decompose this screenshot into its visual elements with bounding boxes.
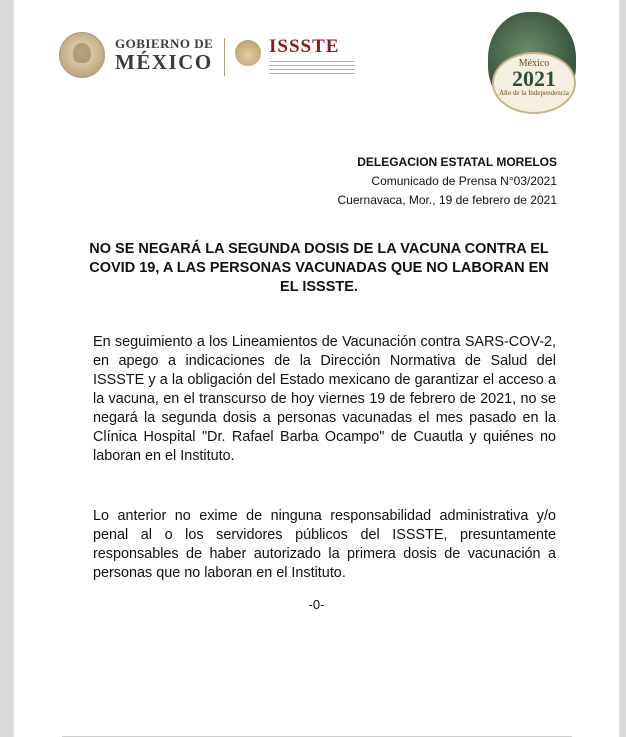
national-seal-icon (59, 32, 105, 78)
mexico-2021-logo (486, 6, 578, 118)
body-paragraph-2: Lo anterior no exime de ninguna responsabilidad administrativa y/o penal al o los servidores públicos del ISSSTE, presuntamente responsables de haber autorizado la primera dosis de vacunación a personas que no laboran en el Instituto. (93, 508, 556, 581)
gobierno-de-mexico-logo (59, 32, 213, 78)
place-date: Cuernavaca, Mor., 19 de febrero de 2021 (337, 193, 557, 207)
issste-logo (235, 36, 355, 77)
release-number: Comunicado de Prensa N°03/2021 (371, 174, 557, 188)
gob-logo-line1: GOBIERNO DE (115, 36, 214, 51)
logo-divider (224, 38, 225, 76)
delegation-name: DELEGACION ESTATAL MORELOS (357, 155, 557, 169)
gob-logo-line2: MÉXICO (115, 50, 213, 74)
year-badge-line2: 2021 (512, 66, 556, 91)
issste-subtitle-lines (269, 61, 355, 77)
release-meta (338, 153, 557, 210)
issste-name: ISSSTE (269, 36, 340, 57)
issste-emblem-icon (235, 40, 261, 66)
press-release-title: NO SE NEGARÁ LA SEGUNDA DOSIS DE LA VACUNA CONTRA EL COVID 19, A LAS PERSONAS VACUNADAS QUE NO LABORAN EN EL ISSSTE. (89, 241, 549, 295)
year-badge (492, 52, 576, 114)
closing-mark: -0- (308, 597, 325, 612)
press-release-page (13, 0, 620, 737)
body-paragraph-1: En seguimiento a los Lineamientos de Vacunación contra SARS-COV-2, en apego a indicaciones de la Dirección Normativa de Salud del ISSSTE y a la obligación del Estado mexicano de garantizar el acceso a la vacuna, en el transcurso de hoy viernes 19 de febrero de 2021, no se negará la segunda dosis a personas vacunadas el mes pasado en la Clínica Hospital "Dr. Rafael Barba Ocampo" de Cuautla y quiénes no laboran en el Instituto. (93, 334, 556, 464)
year-badge-line3: Año de la Independencia (499, 89, 569, 97)
letterhead (14, 0, 619, 125)
year-badge-line1: México (518, 58, 550, 69)
